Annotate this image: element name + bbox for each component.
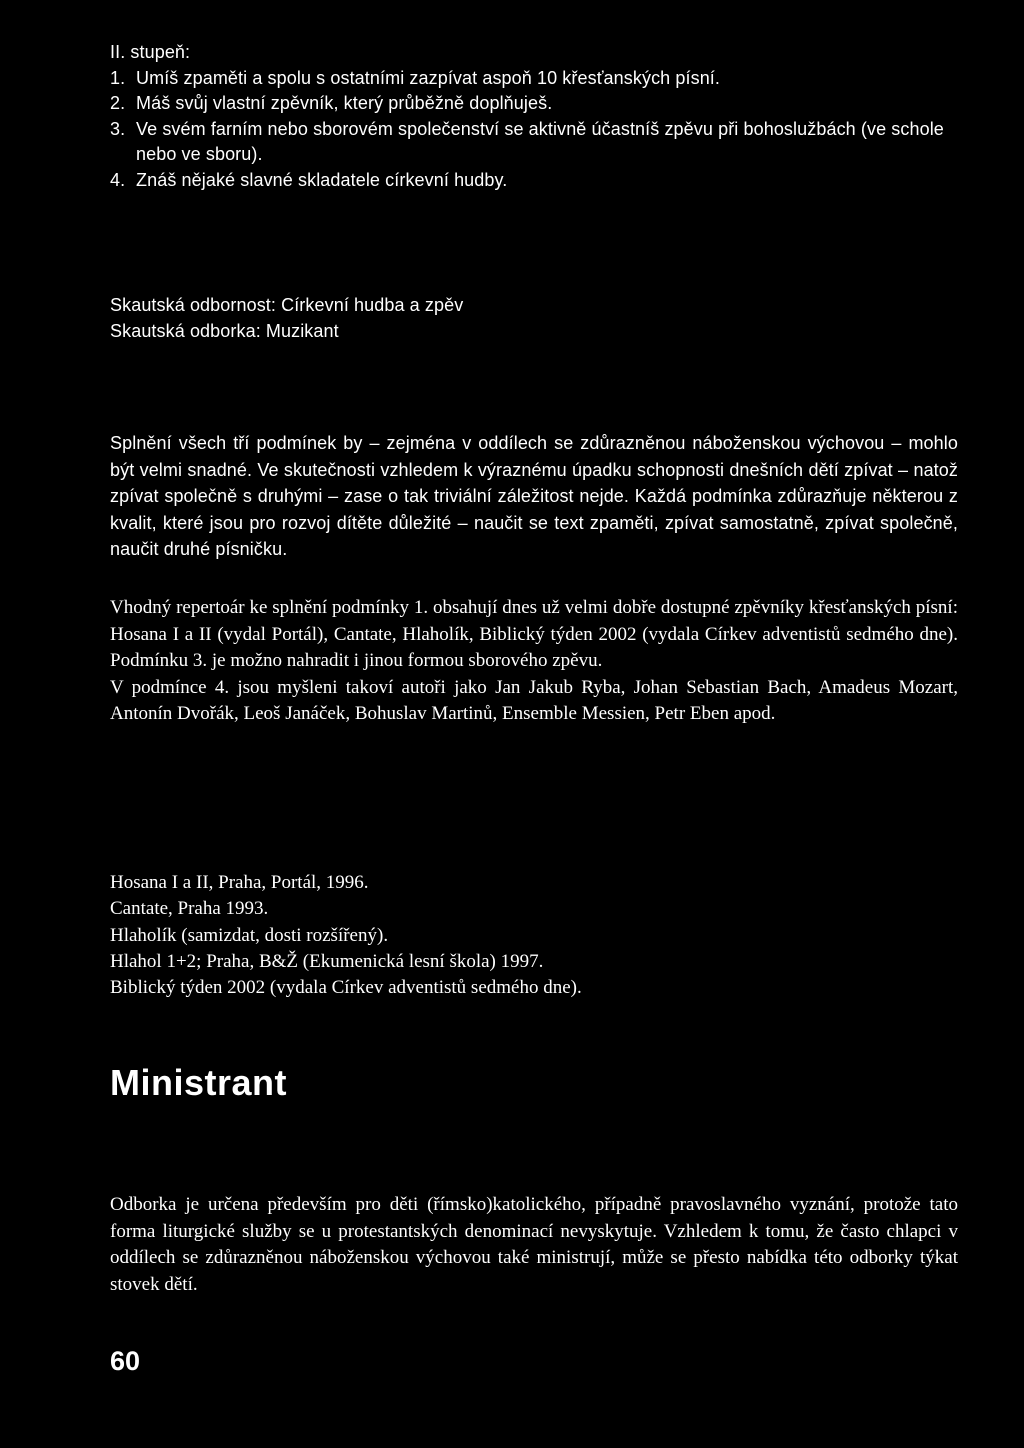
page-number: 60 xyxy=(110,1346,141,1376)
requirement-number: 1. xyxy=(110,67,126,88)
paragraph-text: Odborka je určena především pro děti (římsko)katolického, případně pravoslavného vyznání, protože tato forma liturgické služby se u protestantských denominací nevyskytuje. Vzhledem k tomu, že často chlapci v oddílech se zdůrazněnou náboženskou výchovou také ministrují, může se přesto nabídka této odborky týkat stovek dětí. xyxy=(110,1194,958,1295)
body-paragraph-repertoire xyxy=(110,595,958,728)
scout-badge-line: Skautská odborka: Muzikant xyxy=(110,320,339,341)
reference-list xyxy=(110,870,958,1001)
section-body xyxy=(110,1192,958,1298)
requirement-item xyxy=(110,91,958,117)
stage-requirements xyxy=(110,40,958,193)
requirement-text: Umíš zpaměti a spolu s ostatními zazpívat aspoň 10 křesťanských písní. xyxy=(136,67,721,88)
reference-item: Biblický týden 2002 (vydala Církev adventistů sedmého dne). xyxy=(110,977,582,999)
paragraph-text: Splnění všech tří podmínek by – zejména v oddílech se zdůrazněnou náboženskou výchovou – mohlo být velmi snadné. Ve skutečnosti vzhledem k výraznému úpadku schopnosti dnešních dětí zpívat – natož zpívat společně s druhými – zase o tak triviální záležitost nejde. Každá podmínka zdůrazňuje některou z kvalit, které jsou pro rozvoj dítěte důležité – naučit se text zpaměti, zpívat samostatně, zpívat společně, naučit druhé písničku. xyxy=(110,433,958,559)
reference-item: Hlaholík (samizdat, dosti rozšířený). xyxy=(110,924,389,946)
specialty-block xyxy=(110,293,958,344)
requirement-number: 2. xyxy=(110,93,126,113)
requirement-text: Máš svůj vlastní zpěvník, který průběžně doplňuješ. xyxy=(136,93,553,113)
reference-item: Hosana I a II, Praha, Portál, 1996. xyxy=(110,872,369,893)
requirement-list xyxy=(110,66,958,194)
reference-item: Cantate, Praha 1993. xyxy=(110,898,269,920)
reference-item: Hlahol 1+2; Praha, B&Ž (Ekumenická lesní škola) 1997. xyxy=(110,950,544,972)
body-paragraph-conditions xyxy=(110,430,958,563)
requirement-number: 3. xyxy=(110,118,126,139)
requirement-text: Ve svém farním nebo sborovém společenství se aktivně účastníš zpěvu při bohoslužbách (ve schole nebo ve sboru). xyxy=(136,118,944,164)
requirement-item xyxy=(110,117,958,168)
scout-specialty-line: Skautská odbornost: Církevní hudba a zpěv xyxy=(110,295,464,315)
requirement-text: Znáš nějaké slavné skladatele církevní hudby. xyxy=(136,169,508,190)
requirement-item xyxy=(110,66,958,92)
paragraph-text: Vhodný repertoár ke splnění podmínky 1. obsahují dnes už velmi dobře dostupné zpěvníky křesťanských písní: Hosana I a II (vydal Portál), Cantate, Hlaholík, Biblický týden 2002 (vydala Církev adventistů sedmého dne). Podmínku 3. je možno nahradit i jinou formou sborového zpěvu. xyxy=(110,597,958,671)
requirement-number: 4. xyxy=(110,169,126,190)
section-heading: Ministrant xyxy=(110,1062,288,1103)
stage-title: II. stupeň: xyxy=(110,42,191,62)
paragraph-text: V podmínce 4. jsou myšleni takoví autoři jako Jan Jakub Ryba, Johan Sebastian Bach, Amadeus Mozart, Antonín Dvořák, Leoš Janáček, Bohuslav Martinů, Ensemble Messien, Petr Eben apod. xyxy=(110,676,958,724)
requirement-item xyxy=(110,168,958,194)
